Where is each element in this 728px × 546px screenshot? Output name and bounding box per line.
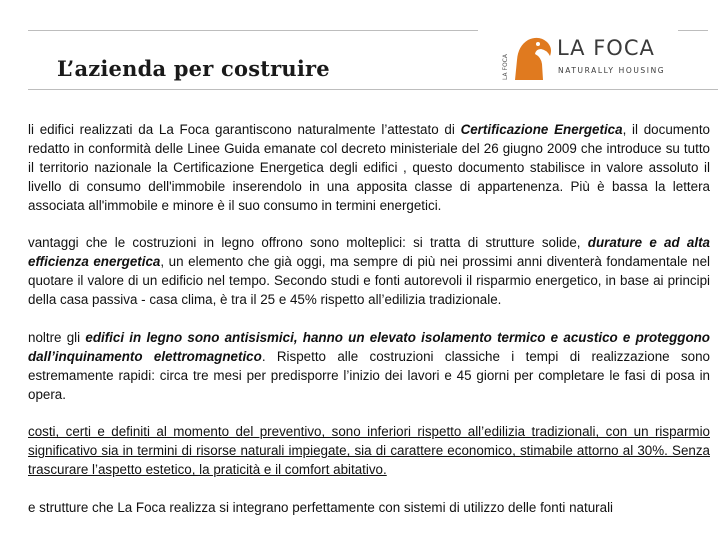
paragraph-antiseismic: noltre gli edifici in legno sono antisismici, hanno un elevato isolamento termico e acustico e proteggono dall’inquinamento elettromagnetico. Rispetto alle costruzioni classiche i tempi di realizzazione sono estremamente rapidi: circa tre mesi per predisporre l’inizio dei lavori e 45 giorni per completare le fasi di posa in opera. (28, 329, 710, 402)
bold-antiseismic: edifici in legno sono antisismici, hanno un elevato isolamento termico e acustico e proteggono dall’inquinamento elettromagnetico (28, 329, 710, 364)
header-rule-right (678, 30, 708, 31)
seal-logo-icon (495, 30, 555, 82)
paragraph-costs: costi, certi e definiti al momento del preventivo, sono inferiori rispetto all’edilizia tradizionali, con un risparmio significativo sia in termini di risorse naturali impiegate, sia di carattere economico, stimabile attorno al 30%. Senza trascurare l’aspetto estetico, la praticità e il comfort abitativo. (28, 424, 710, 478)
logo-tagline: NATURALLY HOUSING (558, 66, 666, 75)
logo-name: LA FOCA (557, 36, 655, 60)
la-foca-logo (495, 30, 675, 82)
logo-mark-text: LA FOCA (502, 54, 509, 80)
body-text (28, 121, 710, 537)
header-rule-left (28, 30, 478, 31)
header-rule-bottom (28, 89, 718, 90)
paragraph-certification: li edifici realizzati da La Foca garantiscono naturalmente l’attestato di Certificazione Energetica, il documento redatto in conformità delle Linee Guida emanate col decreto ministeriale del 26 giugno 2009 che introduce su tutto il territorio nazionale la Certificazione Energetica degli edifici , questo documento stabilisce in valore assoluto il livello di consumo dell'immobile inserendolo in una apposita classe di appartenenza. Più è bassa la lettera associata all'immobile e minore è il suo consumo in termini energetici. (28, 122, 710, 213)
page-title: L’azienda per costruire (57, 56, 330, 81)
paragraph-structures: e strutture che La Foca realizza si integrano perfettamente con sistemi di utilizzo delle fonti naturali (28, 500, 614, 516)
slide-header (0, 0, 728, 100)
paragraph-advantages: vantaggi che le costruzioni in legno offrono sono molteplici: si tratta di strutture solide, durature e ad alta efficienza energetica, un elemento che già oggi, ma sempre di più nei prossimi anni diventerà fondamentale nel quotare il valore di un edificio nel tempo. Secondo studi e fonti autorevoli il risparmio energetico, in base ai principi della casa passiva - casa clima, è tra il 25 e 45% rispetto all’edilizia tradizionale. (28, 235, 710, 308)
bold-certification: Certificazione Energetica (460, 122, 623, 137)
bold-durability: durature e ad alta efficienza energetica (28, 235, 710, 270)
